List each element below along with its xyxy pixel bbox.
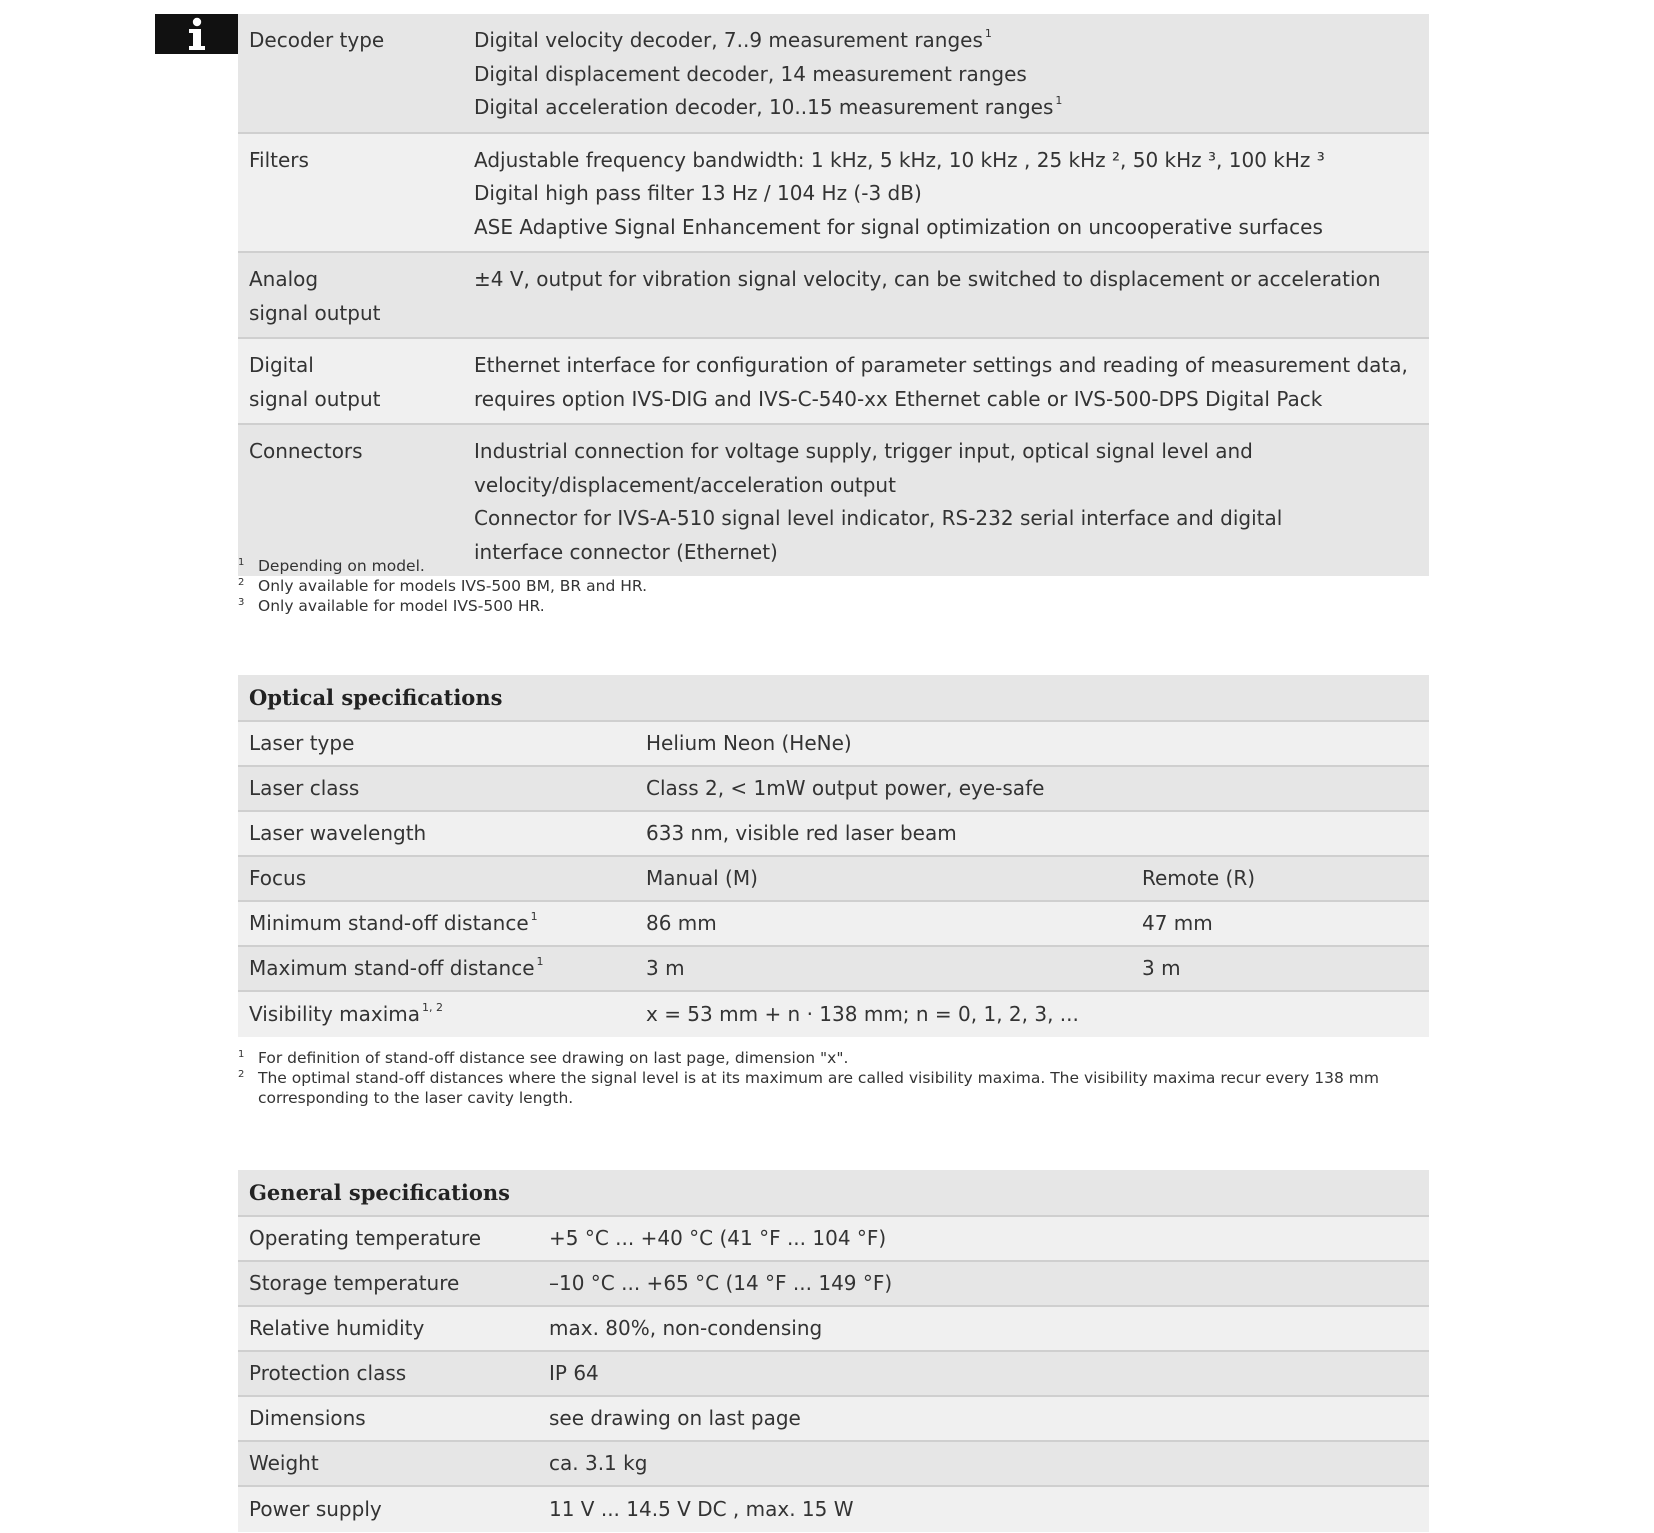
- spec-row: [238, 1217, 1429, 1262]
- row-value: Ethernet interface for configuration of parameter settings and reading of measurement data, requires option IVS-DIG and IVS-C-540-xx Ethernet cable or IVS-500-DPS Digital Pack: [474, 353, 1408, 411]
- row-label: Laser class: [249, 775, 360, 800]
- row-label: Decoder type: [249, 28, 385, 52]
- row-label: Minimum stand-off distance $^1$: [249, 909, 538, 935]
- footnote: 3 Only available for model IVS-500 HR.: [238, 597, 545, 615]
- row-value: max. 80%, non-condensing: [549, 1315, 823, 1340]
- section-header: [238, 1170, 1429, 1217]
- row-label: Digital signal output: [249, 353, 381, 411]
- row-value: see drawing on last page: [549, 1405, 801, 1430]
- spec-row: [238, 767, 1429, 812]
- spec-row-filters: [238, 134, 1429, 254]
- footnote: 1 For definition of stand-off distance see drawing on last page, dimension "x".: [238, 1049, 849, 1067]
- spec-row: [238, 1307, 1429, 1352]
- spec-row-digital-output: [238, 339, 1429, 425]
- spec-row: [238, 947, 1429, 992]
- interface-spec-table: [238, 14, 1429, 576]
- row-label: Dimensions: [249, 1405, 366, 1430]
- row-value: –10 °C ... +65 °C (14 °F ... 149 °F): [549, 1270, 893, 1295]
- row-value: Helium Neon (HeNe): [646, 730, 852, 755]
- row-label: Relative humidity: [249, 1315, 425, 1340]
- optical-spec-table: [238, 675, 1429, 1037]
- general-spec-table: [238, 1170, 1429, 1532]
- spec-row: [238, 1262, 1429, 1307]
- footnote: 2 Only available for models IVS-500 BM, BR and HR.: [238, 577, 648, 595]
- spec-row: [238, 1487, 1429, 1532]
- row-value: Adjustable frequency bandwidth: 1 kHz, 5 kHz, 10 kHz , 25 kHz ², 50 kHz ³, 100 kHz ³ Digital high pass filter 13 Hz / 104 Hz (-3 dB) ASE Adaptive Signal Enhancement for signal optimization on uncooperative surfaces: [474, 147, 1325, 239]
- row-label: Maximum stand-off distance $^1$: [249, 954, 544, 980]
- row-label: Filters: [249, 147, 309, 172]
- footnote: 1 Depending on model.: [238, 557, 425, 575]
- row-label: Protection class: [249, 1360, 407, 1385]
- row-value-2: 3 m: [1142, 955, 1181, 980]
- row-label: Storage temperature: [249, 1270, 460, 1295]
- row-label: Operating temperature: [249, 1225, 482, 1250]
- footnotes-optical: [238, 1048, 1418, 1108]
- row-label: Weight: [249, 1450, 319, 1475]
- row-label: Connectors: [249, 439, 363, 463]
- row-value: x = 53 mm + n · 138 mm; n = 0, 1, 2, 3, ...: [646, 1001, 1079, 1026]
- row-label: Focus: [249, 865, 307, 890]
- row-value: +5 °C ... +40 °C (41 °F ... 104 °F): [549, 1225, 887, 1250]
- row-value: Industrial connection for voltage supply, trigger input, optical signal level and velocity/displacement/acceleration output Connector for IVS-A-510 signal level indicator, RS-232 serial interface and digital interface connector (Ethernet): [474, 439, 1283, 564]
- row-value: 3 m: [646, 955, 685, 980]
- section-title: General specifications: [249, 1179, 510, 1205]
- info-icon: [155, 14, 238, 54]
- spec-row: [238, 992, 1429, 1037]
- spec-row: [238, 722, 1429, 767]
- row-value: 633 nm, visible red laser beam: [646, 820, 957, 845]
- row-label: Power supply: [249, 1496, 382, 1521]
- footnote: 2 The optimal stand-off distances where the signal level is at its maximum are called visibility maxima. The visibility maxima recur every 138 mm corresponding to the laser cavity length.: [238, 1069, 1379, 1107]
- row-value: 86 mm: [646, 910, 717, 935]
- row-value: IP 64: [549, 1360, 599, 1385]
- row-value-2: Remote (R): [1142, 865, 1256, 890]
- spec-row: [238, 857, 1429, 902]
- row-value: ±4 V, output for vibration signal velocity, can be switched to displacement or acceleration: [474, 267, 1381, 291]
- row-label: Laser wavelength: [249, 820, 427, 845]
- row-value-2: 47 mm: [1142, 910, 1213, 935]
- row-value: Class 2, < 1mW output power, eye-safe: [646, 775, 1045, 800]
- section-header: [238, 675, 1429, 722]
- section-title: Optical specifications: [249, 684, 503, 710]
- row-label: Analog signal output: [249, 267, 381, 325]
- spec-row-decoder-type: [238, 14, 1429, 134]
- spec-row: [238, 902, 1429, 947]
- spec-row: [238, 1397, 1429, 1442]
- row-value: ca. 3.1 kg: [549, 1450, 648, 1475]
- spec-row-connectors: [238, 425, 1429, 576]
- row-label: Laser type: [249, 730, 355, 755]
- row-value: Manual (M): [646, 865, 758, 890]
- row-value: Digital velocity decoder, 7..9 measurement ranges $^1$ Digital displacement decoder, 14 measurement ranges Digital acceleration decoder, 10..15 measurement ranges $^1$: [474, 27, 1063, 119]
- spec-row: [238, 812, 1429, 857]
- row-label: Visibility maxima $^{1, 2}$: [249, 1000, 444, 1026]
- spec-row-analog-output: [238, 253, 1429, 339]
- spec-row: [238, 1442, 1429, 1487]
- row-value: 11 V ... 14.5 V DC , max. 15 W: [549, 1496, 854, 1521]
- footnotes-interface: [238, 556, 647, 616]
- spec-row: [238, 1352, 1429, 1397]
